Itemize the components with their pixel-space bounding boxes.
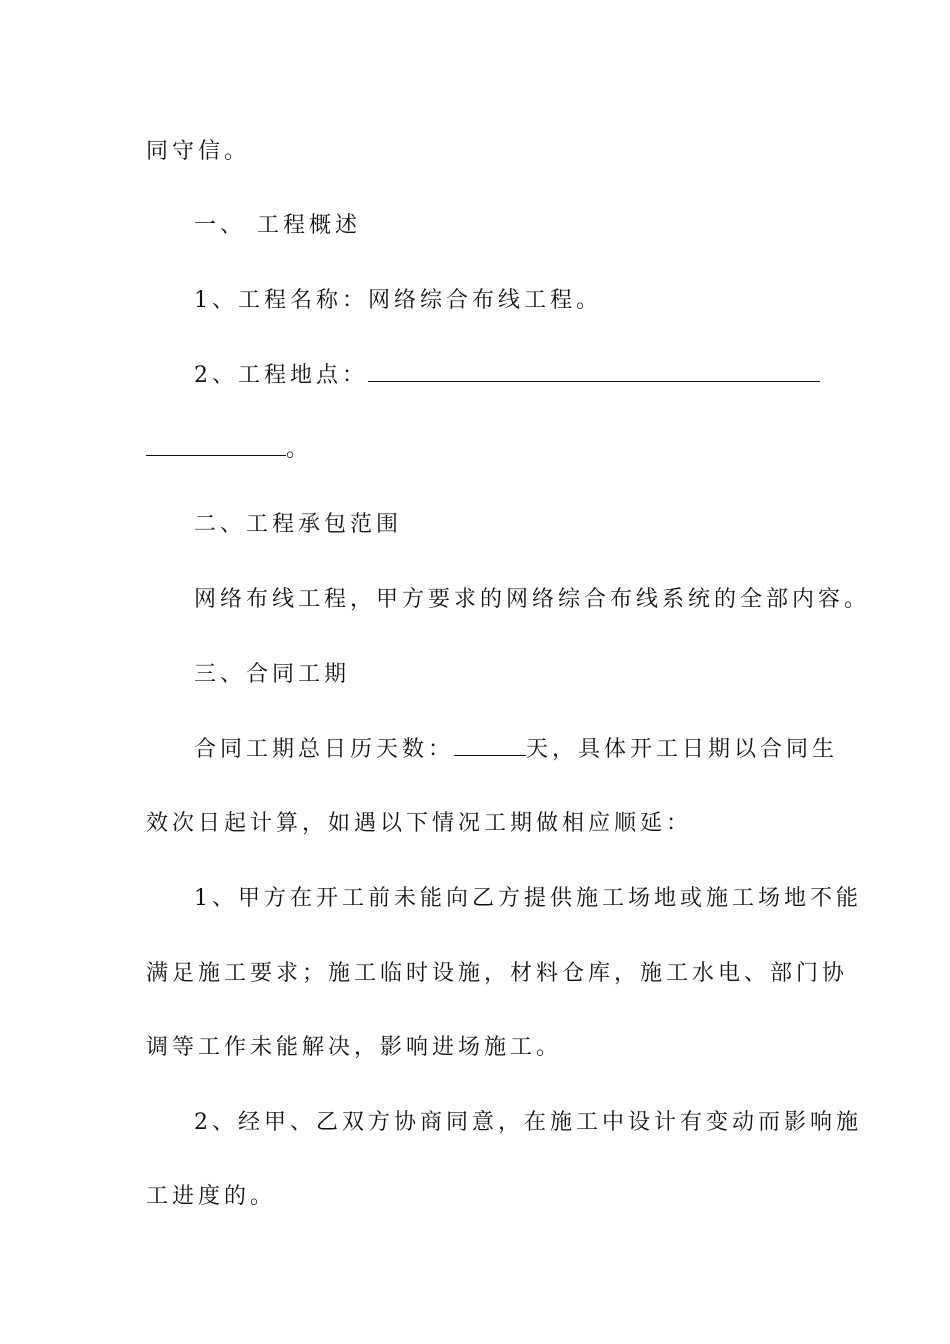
duration-paragraph-line xyxy=(146,809,810,839)
condition-two-line xyxy=(194,1108,862,1138)
paragraph-continuation xyxy=(146,137,810,167)
location-blank-field xyxy=(368,361,820,382)
duration-paragraph-line xyxy=(194,735,839,765)
project-location-continuation xyxy=(146,435,810,465)
text-line: 效次日起计算，如遇以下情况工期做相应顺延： xyxy=(146,811,693,836)
text-line: 2、工程地点： xyxy=(194,363,368,388)
text-line: 满足施工要求；施工临时设施，材料仓库，施工水电、部门协 xyxy=(146,961,849,986)
text-line: 网络布线工程，甲方要求的网络综合布线系统的全部内容。 xyxy=(194,587,871,612)
condition-one-line xyxy=(146,959,849,989)
text-line: 2、经甲、乙双方协商同意，在施工中设计有变动而影响施 xyxy=(194,1110,862,1135)
scope-paragraph xyxy=(194,585,871,615)
location-blank-field-continued xyxy=(146,435,286,456)
condition-one-line xyxy=(146,1033,810,1063)
text-line: 天，具体开工日期以合同生 xyxy=(526,737,839,762)
section-heading-overview xyxy=(194,211,810,241)
duration-days-blank-field xyxy=(454,735,526,756)
condition-two-line xyxy=(146,1182,810,1212)
section-heading-scope xyxy=(194,510,810,540)
text-line: 同守信。 xyxy=(146,139,251,164)
text-line: 1、工程名称：网络综合布线工程。 xyxy=(194,288,602,313)
text-line: 。 xyxy=(286,437,313,462)
text-line: 工进度的。 xyxy=(146,1184,277,1209)
text-line: 1、甲方在开工前未能向乙方提供施工场地或施工场地不能 xyxy=(194,886,862,911)
text-line: 调等工作未能解决，影响进场施工。 xyxy=(146,1035,563,1060)
text-line: 三、合同工期 xyxy=(194,662,351,687)
condition-one-line xyxy=(194,884,862,914)
project-name-line xyxy=(194,286,810,316)
project-location-line xyxy=(194,361,810,391)
text-line: 一、 工程概述 xyxy=(194,213,361,238)
section-heading-duration xyxy=(194,660,810,690)
text-line: 合同工期总日历天数： xyxy=(194,737,455,762)
text-line: 二、工程承包范围 xyxy=(194,512,403,537)
